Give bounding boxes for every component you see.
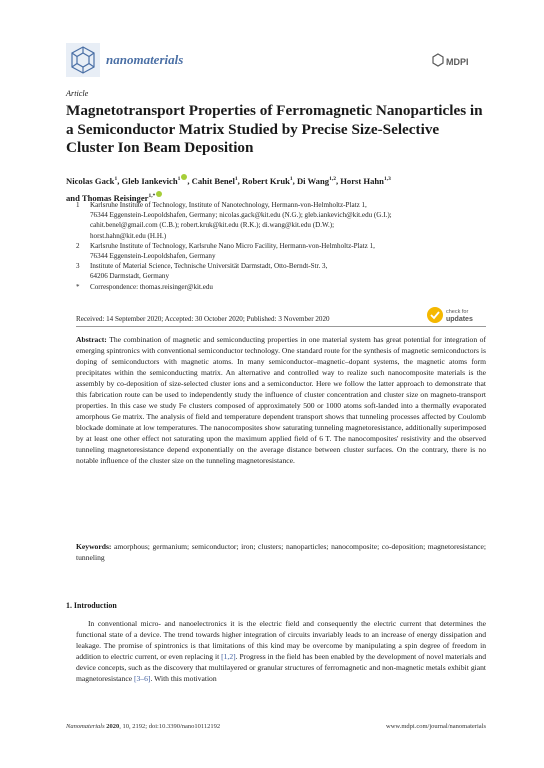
author-affil-sup: 1 (114, 176, 118, 182)
author-name: Cahit Benel (191, 175, 235, 186)
affiliation-line: Karlsruhe Institute of Technology, Institute of Nanotechnology, Hermann-von-Helmholtz-Platz 1, (90, 201, 367, 209)
affiliations (76, 200, 486, 292)
author-name: Horst Hahn (340, 175, 384, 186)
author-affil-sup: 1,* (148, 192, 156, 199)
affiliation-number: 1 (76, 201, 80, 209)
body-text-b: . Progress in the field has been enabled by the development of novel materials and device concepts, such as the discovery that multilayered or granular structures of ferromagnetic and non-magnetic metals exhibit giant magnetoresistance (76, 652, 486, 684)
article-type: Article (66, 89, 89, 98)
affiliation-item (76, 241, 486, 261)
affiliation-item (76, 282, 486, 292)
orcid-icon[interactable] (181, 174, 187, 180)
footer-journal: Nanomaterials (66, 723, 105, 730)
footer-citation (66, 723, 220, 730)
affiliation-number: 2 (76, 241, 80, 250)
body-paragraph (76, 618, 486, 685)
mdpi-logo-text: MDPI (446, 57, 469, 67)
affiliation-line: horst.hahn@kit.edu (H.H.) (90, 231, 167, 240)
check-label-bottom: updates (446, 316, 473, 323)
author-affil-sup: 1 (177, 176, 181, 182)
paper-title: Magnetotransport Properties of Ferromagnetic Nanoparticles in a Semiconductor Matrix Studied by Precise Size-Selective Cluster Ion Beam Deposition (66, 102, 483, 156)
affiliation-item (76, 261, 486, 281)
citation-link[interactable]: [1,2] (221, 652, 236, 662)
affiliation-line: 76344 Eggenstein-Leopoldshafen, Germany; nicolas.gack@kit.edu (N.G.); gleb.iankevich@kit.edu (G.I.); (90, 211, 392, 220)
affiliation-line: 76344 Eggenstein-Leopoldshafen, Germany (90, 252, 216, 261)
author-affil-sup: 1,3 (383, 176, 391, 182)
footer-year: 2020 (106, 723, 120, 730)
author-name: Thomas Reisinger (81, 192, 149, 203)
author-list: Nicolas Gack$^1$, Gleb Iankevich$^1$ , Cahit Benel$^1$, Robert Kruk$^1$, Di Wang$^{1,2}$, Horst Hahn$^{1,3}$ and Thomas Reisinger$^{1,*}$ (66, 175, 391, 203)
body-text-c: . With this motivation (150, 674, 217, 684)
affiliation-number: * (76, 282, 80, 291)
author-name: Nicolas Gack (66, 175, 115, 186)
mdpi-logo-icon (432, 52, 476, 74)
check-for-updates-button[interactable] (426, 304, 482, 326)
affiliation-item (76, 200, 486, 241)
footer-doi: , 10, 2192; doi:10.3390/nano10112192 (119, 723, 221, 730)
journal-name: nanomaterials (106, 52, 184, 67)
author-affil-sup: 1 (289, 176, 293, 182)
body-text-a: In conventional micro- and nanoelectronics it is the electric field and consequently the electric current that determines the functional state of a device. The trend towards higher integration of circuits invariably leads to an increase of energy dissipation and leakage. The promise of spintronics is that limitations of this kind may be overcome by manipulating a spin degree of freedom in addition to electric current, or even replacing it (76, 619, 486, 662)
author-name: Robert Kruk (241, 175, 290, 186)
abstract-label: Abstract: (76, 335, 107, 344)
author-affil-sup: 1,2 (329, 176, 336, 182)
affiliation-line: Karlsruhe Institute of Technology, Karlsruhe Nano Micro Facility, Hermann-von-Helmholtz-Platz 1, (90, 241, 375, 250)
journal-logo-icon (66, 43, 100, 77)
affiliation-line: cahit.benel@gmail.com (C.B.); robert.kruk@kit.edu (R.K.); di.wang@kit.edu (D.W.); (90, 221, 335, 230)
divider (76, 326, 486, 327)
correspondence-line: Correspondence: thomas.reisinger@kit.edu (90, 282, 213, 291)
affiliation-line: 64206 Darmstadt, Germany (90, 272, 169, 281)
citation-link[interactable]: [3–6] (133, 674, 151, 684)
check-label-top: check for (446, 309, 469, 315)
orcid-icon[interactable] (156, 191, 162, 197)
author-name: Gleb Iankevich (121, 175, 178, 186)
abstract-text: The combination of magnetic and semiconducting properties in one material system has great potential for integration of emerging spintronics with conventional semiconductor technology. One standard route for the synthesis of magnetic semiconductors is doping of semiconductors with magnetic atoms. In many semiconductor–magnetic–dopant systems, the magnetic atoms form precipitates within the semiconducting matrix. An alternative and controlled way to realize such nanocomposite materials is the assembly by co-deposition of size-selected cluster ions and a semiconductor. Here we follow the latter approach to demonstrate that this fabrication route can be used to independently study the influence of cluster concentration and cluster size on magneto-transport properties. In this case we study Fe clusters composed of approximately 500 or 1000 atoms soft-landed into a thermally evaporated amorphous Ge matrix. The analysis of field and temperature dependent transport shows that tunneling processes affected by Coulomb blockade dominate at low temperatures. The nanocomposites show saturating tunneling magnetoresistance, additionally superimposed by at least one other effect not saturating upon the maximum applied field of 6 T. The nanocomposites' resistivity and the observed tunneling magnetoresistance depend exponentially on the average distance between cluster surfaces. On the contrary, there is no notable influence of the cluster size on the tunneling magnetoresistance. (76, 335, 486, 465)
keywords-label: Keywords: (76, 542, 112, 551)
footer-website[interactable]: www.mdpi.com/journal/nanomaterials (386, 723, 486, 730)
keywords-text: amorphous; germanium; semiconductor; iron; clusters; nanoparticles; nanocomposite; co-deposition; magnetoresistance; tunneling (76, 542, 486, 562)
affiliation-line: Institute of Material Science, Technische Universität Darmstadt, Otto-Berndt-Str. 3, (90, 262, 328, 271)
section-heading: 1. Introduction (66, 601, 117, 610)
author-affil-sup: 1 (234, 176, 238, 182)
publication-dates: Received: 14 September 2020; Accepted: 30 October 2020; Published: 3 November 2020 (76, 315, 330, 323)
abstract (76, 334, 486, 466)
affiliation-number: 3 (76, 262, 80, 271)
author-name: Di Wang (296, 175, 330, 186)
keywords (76, 541, 486, 563)
